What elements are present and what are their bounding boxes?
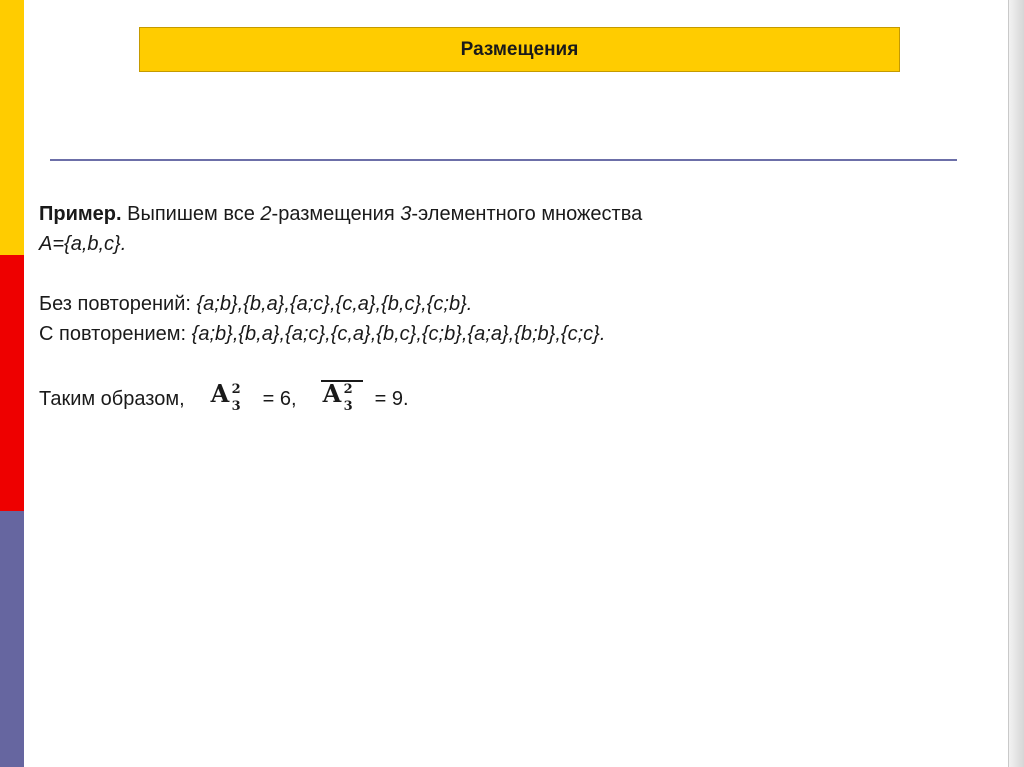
conclusion-label: Таким образом,: [39, 388, 185, 410]
example-text-1: Выпишем все: [121, 203, 261, 225]
page-edge-shadow: [1008, 0, 1024, 767]
accent-bar-yellow: [0, 0, 24, 255]
example-set: A={a,b,c}.: [39, 233, 127, 255]
accent-bar-blue: [0, 511, 24, 767]
formula-letter-2: A: [322, 379, 342, 408]
example-paragraph: [39, 199, 939, 229]
example-text-3: -элементного множества: [411, 203, 643, 225]
formula-sub: 3: [231, 399, 241, 414]
arrangement-with-repetition-formula: [322, 379, 363, 414]
example-label: Пример.: [39, 203, 122, 225]
slide-title: Размещения: [139, 27, 900, 72]
arrangement-formula: [210, 379, 251, 414]
with-repetition-line: [39, 319, 939, 349]
without-repetition-line: [39, 289, 939, 319]
formula-sup: 2: [231, 382, 241, 397]
without-repetition-value: {a;b},{b,a},{a;c},{c,a},{b,c},{c;b}.: [196, 293, 473, 315]
formula-sup-2: 2: [343, 382, 353, 397]
formula-result-1: = 6,: [262, 388, 297, 410]
formula-sub-2: 3: [343, 399, 353, 414]
formula-letter: A: [210, 379, 230, 408]
with-repetition-value: {a;b},{b,a},{a;c},{c,a},{b,c},{c;b},{a;a},{b;b},{c;c}.: [191, 323, 606, 345]
example-n: 3: [400, 203, 412, 225]
accent-bar-red: [0, 255, 24, 511]
without-repetition-label: Без повторений:: [39, 293, 197, 315]
with-repetition-label: С повторением:: [39, 323, 192, 345]
example-k: 2: [260, 203, 272, 225]
title-divider: [50, 159, 957, 161]
example-text-2: -размещения: [271, 203, 401, 225]
formula-result-2: = 9.: [374, 388, 409, 410]
slide-content: [39, 199, 939, 414]
conclusion-line: [39, 379, 939, 414]
